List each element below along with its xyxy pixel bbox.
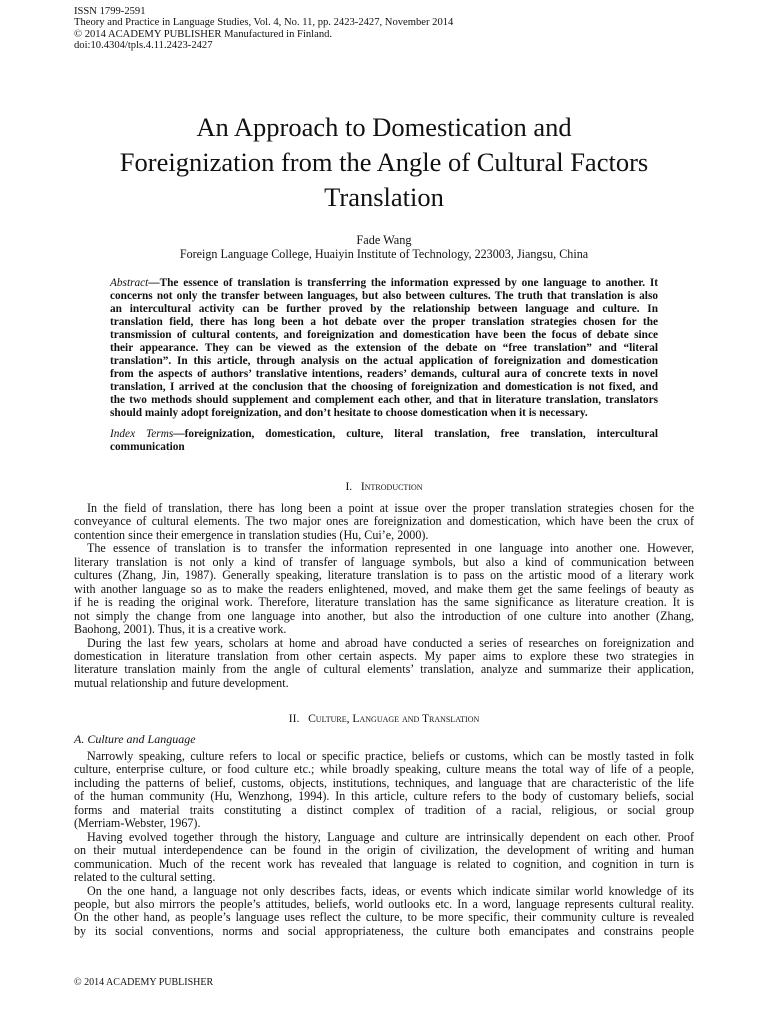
text-line: cultures (Zhang, Jin, 1987). Generally speaking, literature translation is to pass on the artistic mood of a literary work: [74, 568, 694, 583]
text-line: contention since their emergence in translation studies (Hu, Cui’e, 2000).: [74, 527, 429, 542]
text-line: Having evolved together through the history, Language and culture are intrinsically dependent on each other. Proof: [87, 829, 694, 844]
text-line: if he is reading the original work. Therefore, literature translation has the same significance as literature creation. It is: [74, 595, 694, 610]
paper-title: [60, 110, 708, 215]
text-line: On the other hand, as people’s language uses reflect the culture, to be more specific, their community culture is revealed: [74, 910, 694, 925]
text-line: conveyance of cultural elements. The two major ones are foreignization and domestication, which have been the crux of: [74, 514, 694, 529]
index-terms-line: —foreignization, domestication, culture, literal translation, free translation, intercultural: [173, 428, 659, 440]
abstract-line: —The essence of translation is transferring the information expressed by one language to another. It: [148, 277, 658, 289]
culture-language-body: [74, 750, 694, 938]
text-line: culture, enterprise culture, or food culture etc.; while broadly speaking, culture means the total way of life of a people,: [74, 762, 694, 777]
title-line: An Approach to Domestication and: [196, 112, 572, 142]
section-heading-introduction: [74, 480, 694, 493]
section-title: Introduction: [360, 480, 423, 493]
text-line: During the last few years, scholars at home and abroad have conducted a series of researches on foreignization and: [87, 635, 694, 650]
issn: ISSN 1799-2591: [74, 6, 146, 17]
text-line: communication. Much of the recent work has revealed that language is related to cognition, and cognition in turn is: [74, 856, 694, 871]
text-line: of the human community (Hu, Wenzhong, 1994). In this article, culture refers to the body of customary beliefs, social: [74, 789, 694, 804]
journal-citation: Theory and Practice in Language Studies, Vol. 4, No. 11, pp. 2423-2427, November 2014: [74, 17, 454, 29]
text-line: (Merriam-Webster, 1967).: [74, 816, 201, 831]
text-line: literary translation is not only a kind of transfer of language symbols, but also a kind of communication between: [74, 554, 694, 569]
text-line: Narrowly speaking, culture refers to local or specific practice, beliefs or customs, which can be mostly tasted in folk: [87, 749, 694, 763]
abstract-line: translation”. In this article, through analysis on the actual application of foreignization and domestication: [110, 355, 658, 367]
text-line: related to the cultural setting.: [74, 870, 216, 885]
section-numeral: I.: [345, 480, 353, 493]
text-line: including the patterns of belief, customs, objects, institutions, techniques, and language that are characteristic of the life: [74, 775, 694, 790]
abstract-line: the two methods should supplement and complement each other, and that in literature translation, translators: [110, 394, 658, 406]
text-line: forms and material traits constituting a distinct complex of tradition of a racial, religious, or social group: [74, 802, 694, 817]
section-numeral: II.: [288, 712, 300, 725]
introduction-body: [74, 502, 694, 690]
text-line: domestication in literature translation from other certain aspects. My paper aims to explore these two strategies in: [74, 648, 694, 663]
journal-header: [74, 6, 453, 52]
abstract-line: an intercultural activity can be further proved by the relationship between language and culture. In: [110, 303, 658, 315]
index-terms-line: communication: [110, 441, 185, 453]
text-line: with another language so as to make the readers enlightened, moved, and make them get the same feelings of beauty as: [74, 581, 694, 596]
abstract-label: Abstract: [110, 277, 149, 289]
title-line: Translation: [324, 182, 444, 212]
abstract-line: translation, I arrived at the conclusion that the choosing of foreignization and domestication is not fixed, and: [110, 381, 658, 393]
text-line: On the one hand, a language not only describes facts, ideas, or events which indicate similar world knowledge of its: [87, 883, 694, 898]
section-heading-culture-language-translation: [74, 712, 694, 725]
index-terms: [110, 428, 658, 454]
text-line: not simply the change from one language into another, but also the introduction of one culture into another (Zhang,: [74, 608, 694, 623]
abstract-line: should mainly adopt foreignization, and don’t hesitate to choose domestication when it is necessary.: [110, 407, 588, 419]
text-line: literature translation mainly from the angle of cultural elements’ translation, analyze and summarize their application,: [74, 662, 694, 677]
section-title: Culture, Language and Translation: [308, 712, 480, 725]
author-affiliation: Foreign Language College, Huaiyin Institute of Technology, 223003, Jiangsu, China: [179, 247, 589, 261]
abstract-line: from the aspects of authors’ translative intentions, readers’ demands, cultural aura of concrete texts in novel: [110, 368, 658, 380]
text-line: people, but also mirrors the people’s attitudes, beliefs, world outlooks etc. In a word, language represents cultural reality.: [74, 896, 694, 911]
text-line: by its social conventions, norms and social appropriateness, the culture both emancipates and constrains people: [74, 923, 694, 938]
index-terms-label: Index Terms: [110, 428, 174, 440]
text-line: mutual relationship and future development.: [74, 675, 289, 690]
author-name: Fade Wang: [356, 233, 412, 247]
abstract-line: their appearance. They can be viewed as the extension of the debate on “free translation” and “literal: [110, 342, 658, 354]
copyright-line: © 2014 ACADEMY PUBLISHER Manufactured in Finland.: [74, 28, 333, 40]
doi: doi:10.4304/tpls.4.11.2423-2427: [74, 40, 213, 52]
abstract-line: translation field, there has long been a hot debate over the proper translation strategies chosen for the: [110, 316, 658, 328]
subsection-heading: A. Culture and Language: [74, 732, 196, 746]
abstract-line: transmission of cultural contents, and foreignization and domestication have been the focus of debate since: [110, 329, 658, 341]
page-footer: © 2014 ACADEMY PUBLISHER: [74, 977, 214, 988]
abstract: [110, 277, 658, 420]
text-line: on their mutual interdependence can be found in the origin of civilization, the development of writing and human: [74, 843, 694, 858]
text-line: Baohong, 2001). Thus, it is a creative work.: [74, 622, 287, 637]
text-line: The essence of translation is to transfer the information represented in one language into another one. However,: [87, 541, 694, 556]
title-line: Foreignization from the Angle of Cultural Factors: [119, 147, 649, 177]
abstract-line: concerns not only the transfer between languages, but also between cultures. The truth that translation is also: [110, 290, 658, 302]
text-line: In the field of translation, there has long been a point at issue over the proper translation strategies chosen for the: [87, 501, 694, 515]
